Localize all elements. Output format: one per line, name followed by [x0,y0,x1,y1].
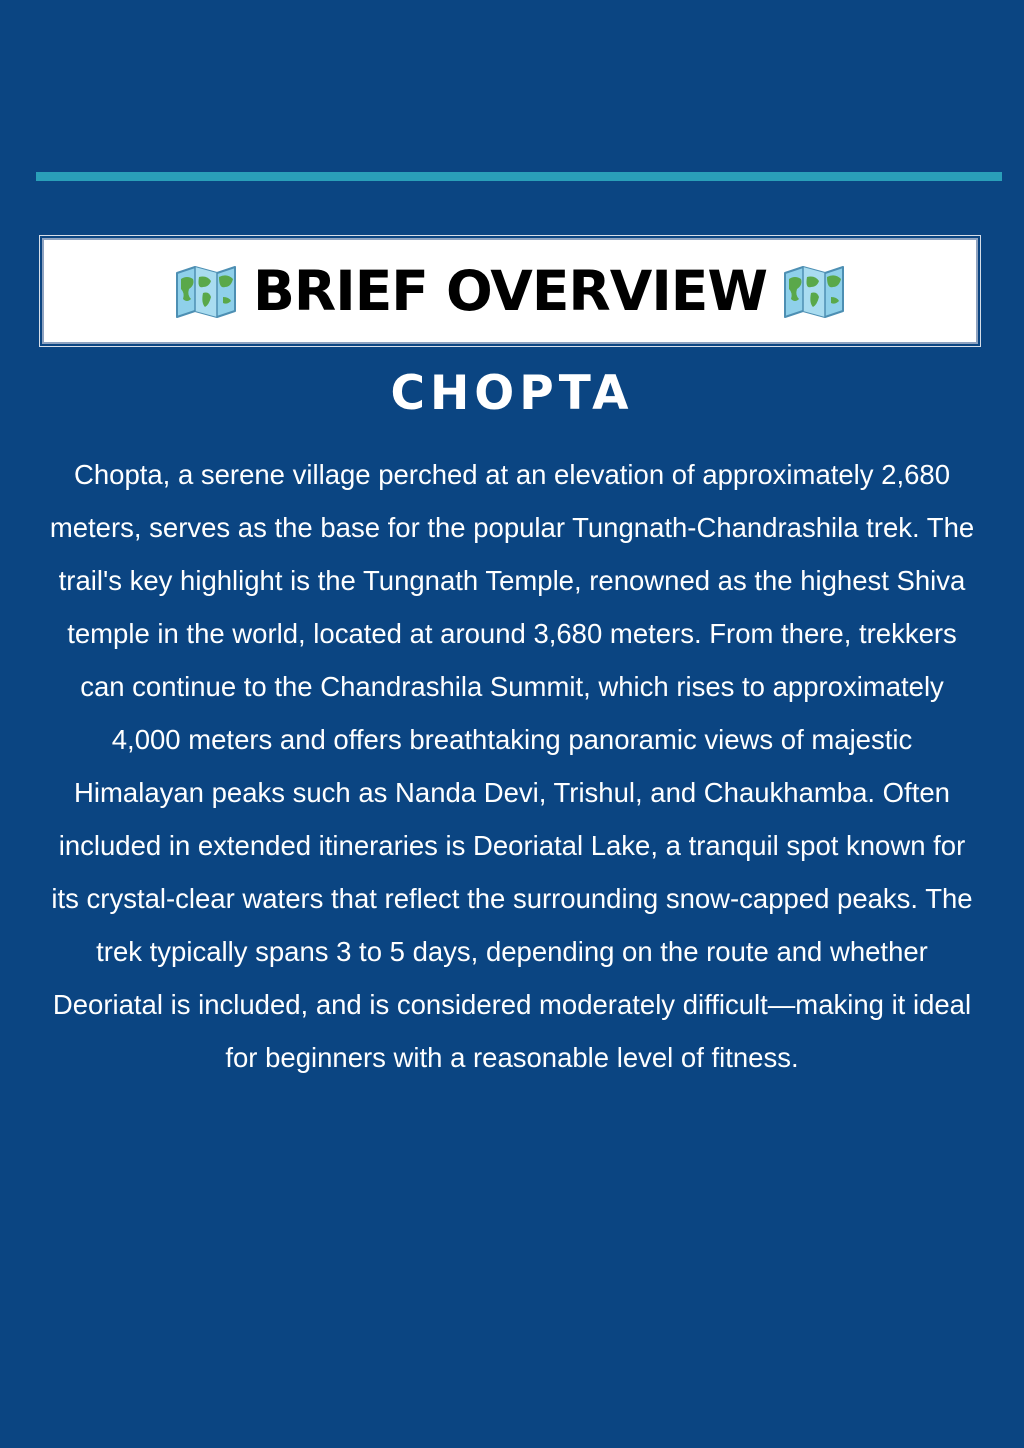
world-map-icon [781,263,847,319]
section-subtitle: CHOPTA [390,366,634,421]
world-map-icon [173,263,239,319]
title-banner [42,238,978,344]
overview-paragraph: Chopta, a serene village perched at an elevation of approximately 2,680 meters, serves as the base for the popular Tungnath-Chandrashila trek. The trail's key highlight is the Tungnath Temple, renowned as the highest Shiva temple in the world, located at around 3,680 meters. From there, trekkers can continue to the Chandrashila Summit, which rises to approximately 4,000 meters and offers breathtaking panoramic views of majestic Himalayan peaks such as Nanda Devi, Trishul, and Chaukhamba. Often included in extended itineraries is Deoriatal Lake, a tranquil spot known for its crystal-clear waters that reflect the surrounding snow-capped peaks. The trek typically spans 3 to 5 days, depending on the route and whether Deoriatal is included, and is considered moderately difficult—making it ideal for beginners with a reasonable level of fitness. [49,459,975,1073]
top-divider-rule [36,172,1002,181]
page-title: BRIEF OVERVIEW [252,258,768,323]
